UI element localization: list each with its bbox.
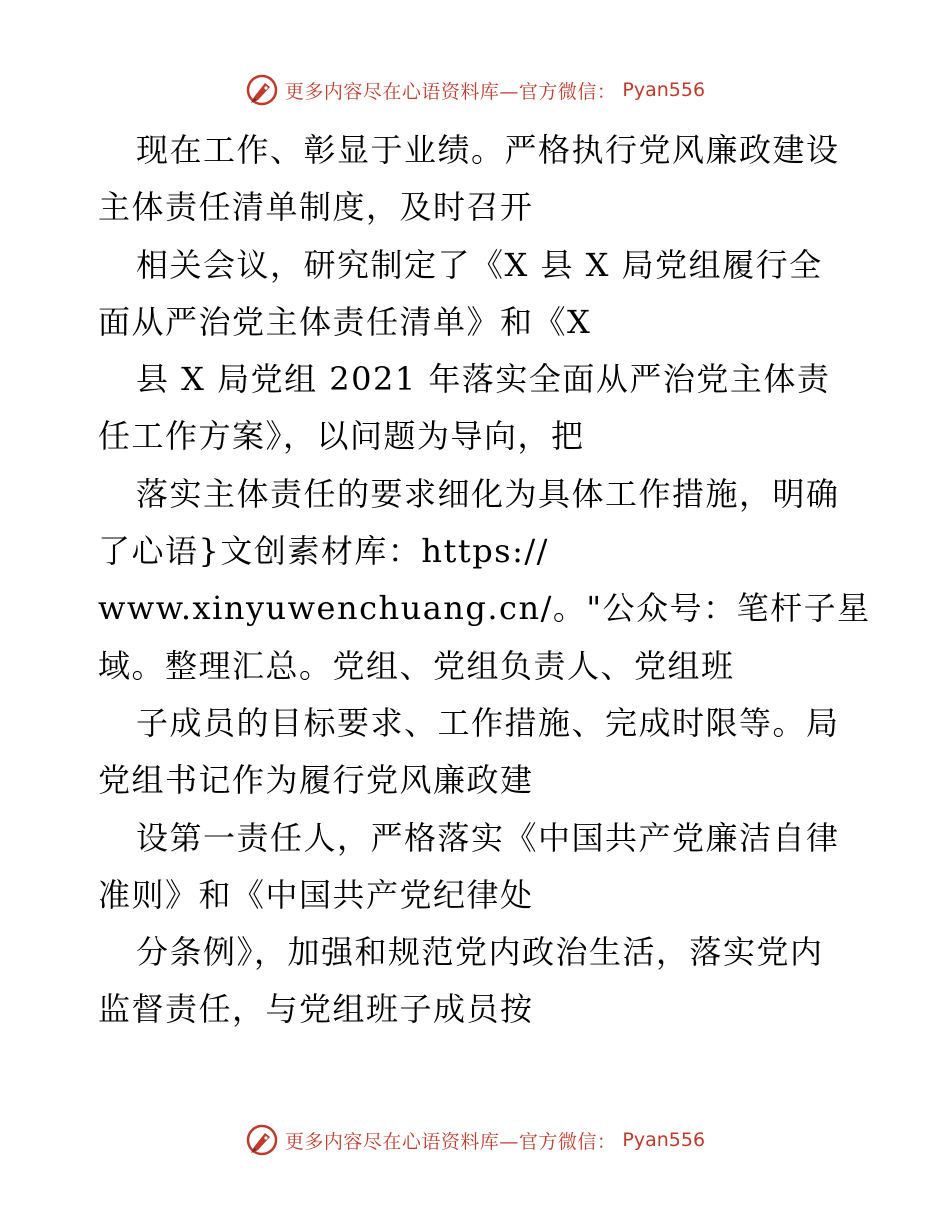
- body-line: 县 X 局党组 2021 年落实全面从严治党主体责: [136, 360, 831, 399]
- body-line: 了心语}文创素材库：https://: [98, 532, 549, 571]
- body-line: 相关会议，研究制定了《X 县 X 局党组履行全: [136, 245, 823, 284]
- body-line: 任工作方案》，以问题为导向，把: [98, 417, 585, 456]
- body-line: 现在工作、彰显于业绩。严格执行党风廉政建设: [136, 131, 840, 169]
- body-line: www.xinyuwenchuang.cn/。"公众号：笔杆子星: [98, 589, 871, 628]
- body-line: 分条例》，加强和规范党内政治生活，落实党内: [136, 933, 824, 972]
- body-line: 设第一责任人，严格落实《中国共产党廉洁自律: [136, 818, 840, 857]
- pen-nib-icon: [245, 1123, 279, 1157]
- banner-contact: Pyan556: [622, 79, 706, 101]
- banner-text: 更多内容尽在心语资料库—官方微信：: [284, 1130, 617, 1153]
- body-line: 面从严治党主体责任清单》和《X: [98, 302, 592, 341]
- body-line: 主体责任清单制度，及时召开: [98, 188, 534, 227]
- body-line: 准则》和《中国共产党纪律处: [98, 875, 534, 914]
- body-line: 党组书记作为履行党风廉政建: [98, 761, 534, 800]
- body-line: 监督责任，与党组班子成员按: [98, 990, 534, 1029]
- header-banner: [0, 70, 950, 110]
- banner-text: 更多内容尽在心语资料库—官方微信：: [284, 80, 617, 103]
- body-line: 落实主体责任的要求细化为具体工作措施，明确: [136, 474, 840, 513]
- body-line: 子成员的目标要求、工作措施、完成时限等。局: [136, 703, 840, 742]
- footer-banner: [0, 1120, 950, 1160]
- document-body: [98, 122, 871, 1039]
- banner-contact: Pyan556: [622, 1129, 706, 1151]
- body-line: 域。整理汇总。党组、党组负责人、党组班: [98, 646, 735, 685]
- pen-nib-icon: [245, 73, 279, 107]
